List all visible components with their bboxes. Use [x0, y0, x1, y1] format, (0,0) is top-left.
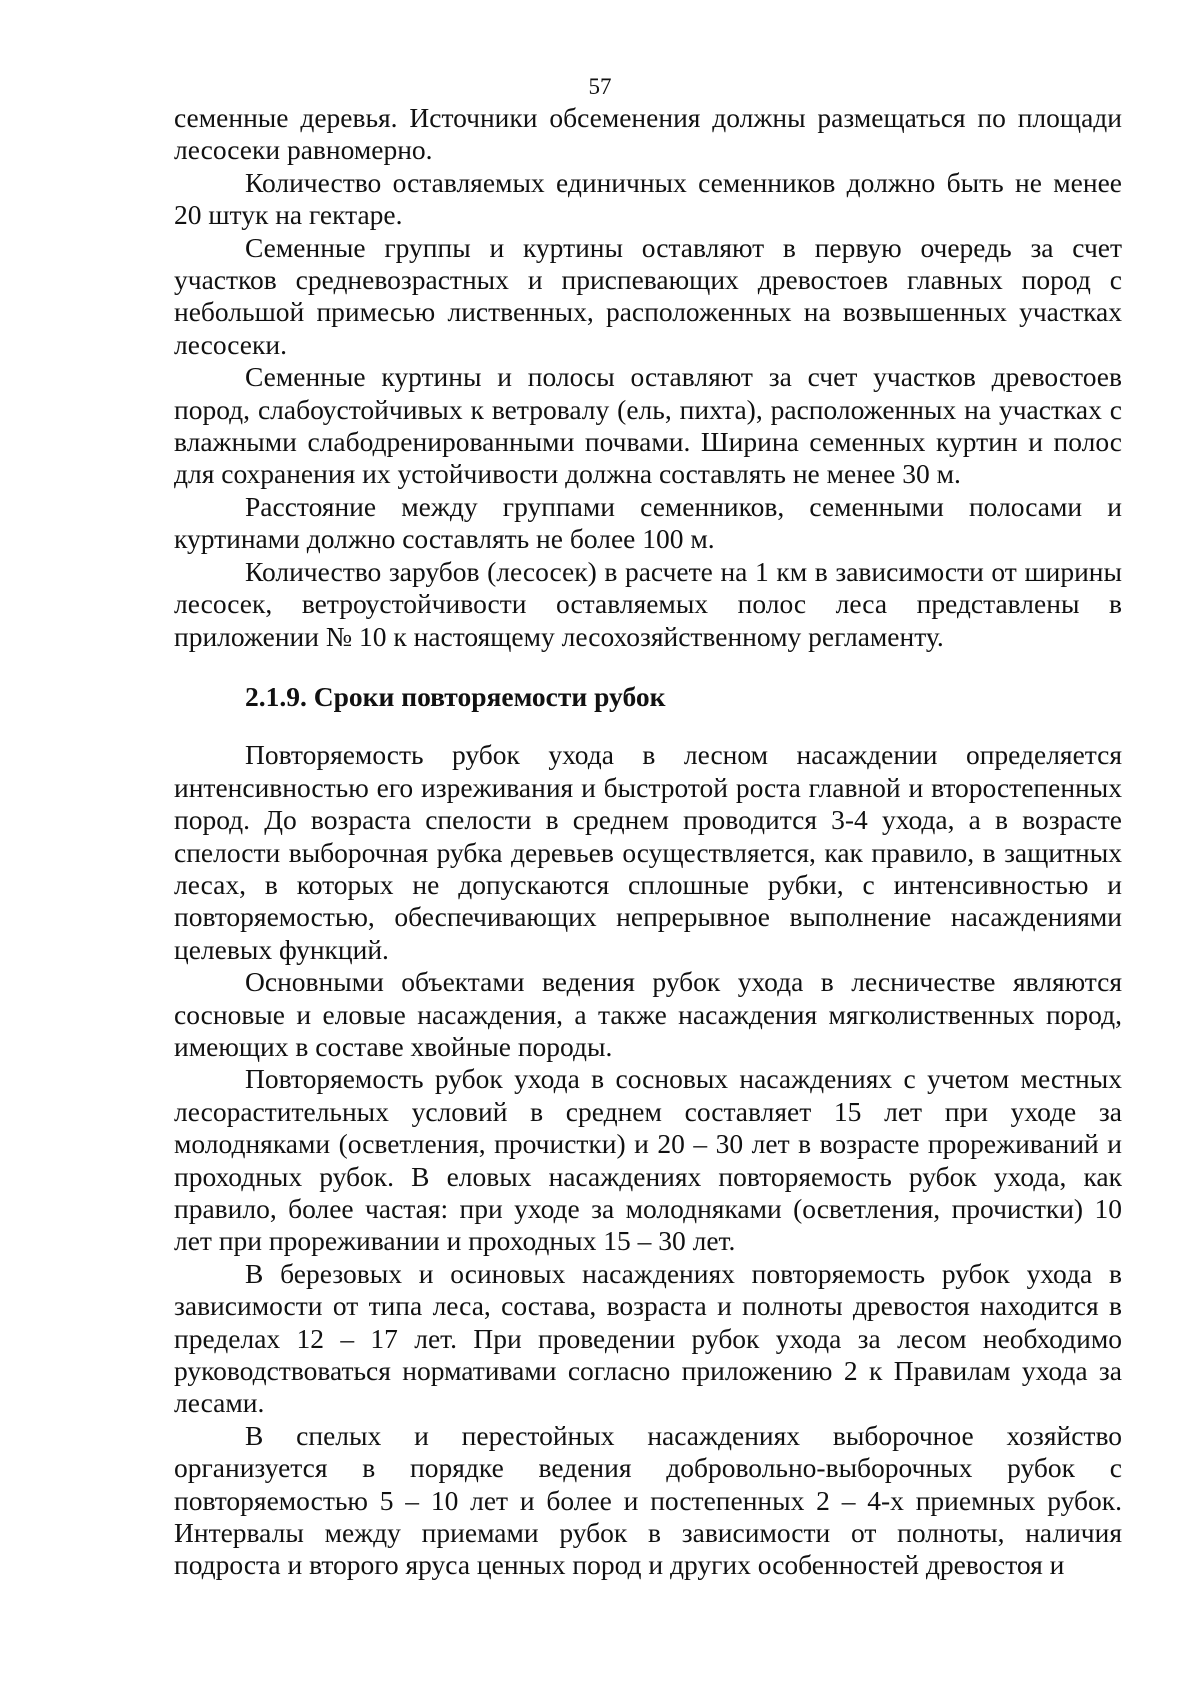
document-body [174, 102, 1122, 1582]
page-number: 57 [588, 74, 612, 99]
paragraph-distance: Расстояние между группами семенников, семенными полосами и куртинами должно составлять не более 100 м. [174, 490, 1122, 555]
paragraph-seed-strips: Семенные куртины и полосы оставляют за счет участков древостоев пород, слабоустойчивых к ветровалу (ель, пихта), расположенных на участках с влажными слабодренированными почвами. Ширина семенных куртин и полос для сохранения их устойчивости должна составлять не менее 30 м. [174, 361, 1122, 490]
paragraph-pine-spruce: Повторяемость рубок ухода в сосновых насаждениях с учетом местных лесорастительных условий в среднем составляет 15 лет при уходе за молодняками (осветления, прочистки) и 20 – 30 лет в возрасте прореживаний и проходных рубок. В еловых насаждениях повторяемость рубок ухода, как правило, более частая: при уходе за молодняками (осветления, прочистки) 10 лет при прореживании и проходных 15 – 30 лет. [174, 1063, 1122, 1257]
paragraph-repeatability: Повторяемость рубок ухода в лесном насаждении определяется интенсивностью его изреживания и быстротой роста главной и второстепенных пород. До возраста спелости в среднем проводится 3-4 ухода, а в возрасте спелости выборочная рубка деревьев осуществляется, как правило, в защитных лесах, в которых не допускаются сплошные рубки, с интенсивностью и повторяемостью, обеспечивающих непрерывное выполнение насаждениями целевых функций. [174, 739, 1122, 965]
paragraph-continuation: семенные деревья. Источники обсеменения должны размещаться по площади лесосеки равномерно. [174, 102, 1122, 166]
paragraph-seed-trees-count: Количество оставляемых единичных семенников должно быть не менее 20 штук на гектаре. [174, 166, 1122, 231]
paragraph-main-objects: Основными объектами ведения рубок ухода в лесничестве являются сосновые и еловые насаждения, а также насаждения мягколиственных пород, имеющих в составе хвойные породы. [174, 966, 1122, 1062]
paragraph-seed-groups: Семенные группы и куртины оставляют в первую очередь за счет участков средневозрастных и приспевающих древостоев главных пород с небольшой примесью лиственных, расположенных на возвышенных участках лесосеки. [174, 231, 1122, 360]
paragraph-cuttings-count: Количество зарубов (лесосек) в расчете на 1 км в зависимости от ширины лесосек, ветроустойчивости оставляемых полос леса представлены в приложении № 10 к настоящему лесохозяйственному регламенту. [174, 555, 1122, 652]
paragraph-birch-aspen: В березовых и осиновых насаждениях повторяемость рубок ухода в зависимости от типа леса, состава, возраста и полноты древостоя находится в пределах 12 – 17 лет. При проведении рубок ухода за лесом необходимо руководствоваться нормативами согласно приложению 2 к Правилам ухода за лесами. [174, 1257, 1122, 1419]
section-heading: 2.1.9. Сроки повторяемости рубок [245, 680, 666, 712]
paragraph-mature-stands: В спелых и перестойных насаждениях выборочное хозяйство организуется в порядке ведения добровольно-выборочных рубок с повторяемостью 5 – 10 лет и более и постепенных 2 – 4-х приемных рубок. Интервалы между приемами рубок в зависимости от полноты, наличия подроста и второго яруса ценных пород и других особенностей древостоя и [174, 1419, 1122, 1581]
